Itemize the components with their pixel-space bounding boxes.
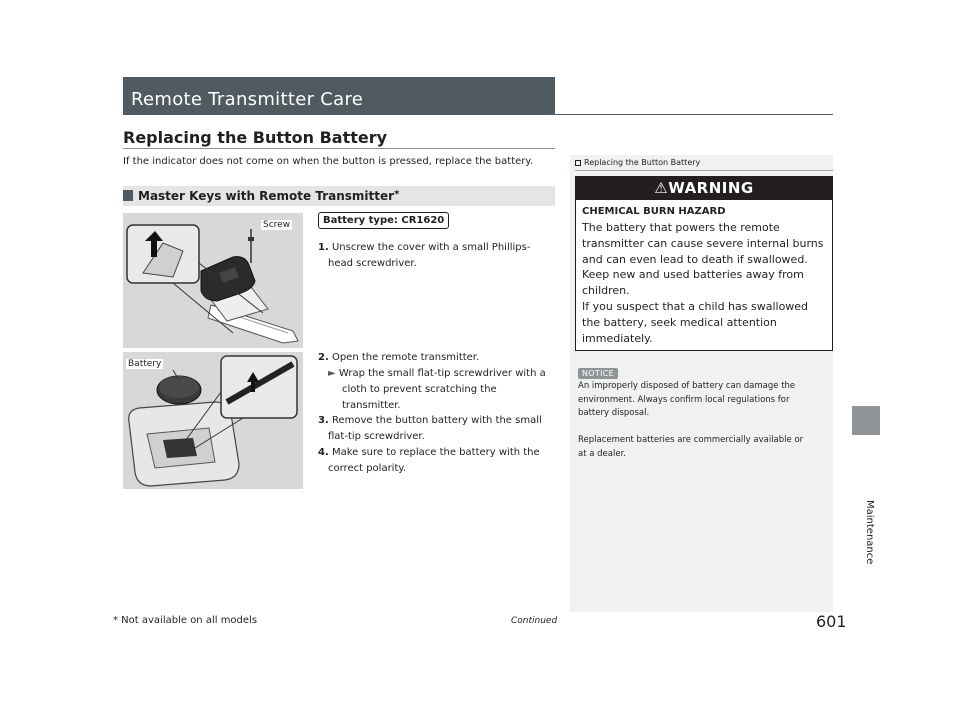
figure-label-screw: Screw [263,220,291,230]
subsection-label: Master Keys with Remote Transmitter* [138,189,400,203]
page-title: Replacing the Button Battery [123,128,388,147]
section-title: Remote Transmitter Care [131,89,364,110]
battery-type-callout: Battery type: CR1620 [318,212,449,229]
page-number: 601 [816,612,847,631]
reference-mark-icon [575,160,581,166]
section-header-bar [123,77,555,115]
warning-title: CHEMICAL BURN HAZARD [582,206,726,217]
sidebar-rule [575,170,833,171]
battery-removal-illustration-icon [123,352,303,489]
warning-banner: ⚠WARNING [576,177,832,200]
title-divider [123,148,555,149]
step-2: 2. Open the remote transmitter. [318,352,480,363]
arrow-right-icon: ► [328,368,336,379]
step-2-sub: ► Wrap the small flat-tip screwdriver with a cloth to prevent scratching the transmitter. [328,368,546,411]
subsection-heading [123,186,555,206]
figure-unscrew-cover [123,213,303,348]
notice-badge: NOTICE [578,368,618,379]
step-4: 4. Make sure to replace the battery with the correct polarity. [318,447,540,474]
step-3: 3. Remove the button battery with the small flat-tip screwdriver. [318,415,542,442]
square-bullet-icon [123,190,133,201]
figure-remove-battery [123,352,303,489]
step-1: 1. Unscrew the cover with a small Phillips- head screwdriver. [318,242,531,269]
figure-label-battery: Battery [128,359,162,369]
section-rule [555,114,833,115]
sidebar-heading: Replacing the Button Battery [575,158,700,167]
key-fob-illustration-icon [123,213,303,348]
replacement-note: Replacement batteries are commercially available or at a dealer. [578,435,804,459]
warning-box [575,176,833,351]
warning-text: The battery that powers the remote transmitter can cause severe internal burns and can even lead to death if swallowed. Keep new and used batteries away from children. If you suspect that a child has swallowed the battery, seek medical attention immediately. [582,221,824,345]
notice-text: An improperly disposed of battery can damage the environment. Always confirm local regulations for battery disposal. [578,381,796,418]
chapter-tab-marker [852,406,880,435]
intro-text: If the indicator does not come on when the button is pressed, replace the battery. [123,156,534,167]
continued-label: Continued [511,616,558,626]
warning-triangle-icon: ⚠ [654,179,669,197]
footnote: * Not available on all models [113,615,258,626]
